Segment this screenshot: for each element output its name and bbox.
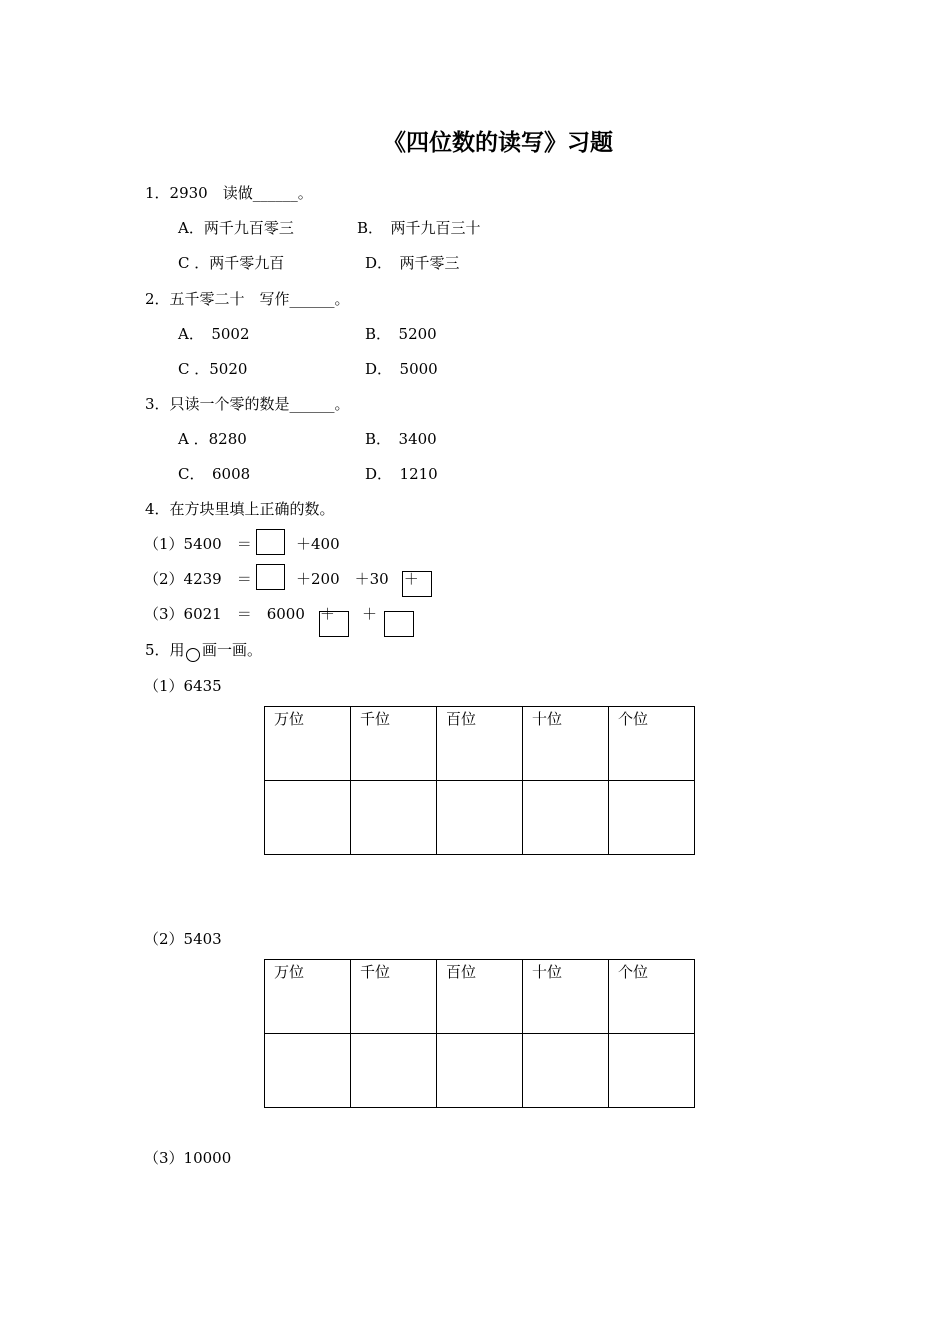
page-title: 《四位数的读写》习题: [383, 129, 613, 156]
place-value-table-1: [264, 706, 695, 855]
header-shi: 十位: [523, 960, 609, 1034]
header-bai: 百位: [437, 960, 523, 1034]
q1-option-b: B． 两千九百三十: [357, 219, 481, 237]
q3-option-d: D． 1210: [365, 465, 438, 483]
q3-option-b: B． 3400: [365, 430, 437, 448]
q4-line1-box1[interactable]: [256, 529, 285, 555]
draw-cell-shi[interactable]: [523, 781, 609, 855]
draw-cell-ge[interactable]: [609, 1034, 695, 1108]
header-qian: 千位: [351, 707, 437, 781]
q5-stem-prefix: 5．用: [145, 641, 185, 659]
header-wan: 万位: [265, 960, 351, 1034]
q2-option-d: D． 5000: [365, 360, 438, 378]
q3-option-a: A ．8280: [178, 430, 247, 448]
header-ge: 个位: [609, 707, 695, 781]
draw-cell-bai[interactable]: [437, 1034, 523, 1108]
draw-cell-shi[interactable]: [523, 1034, 609, 1108]
q1-option-d: D． 两千零三: [365, 254, 460, 272]
q3-stem: 3．只读一个零的数是______。: [145, 395, 350, 413]
q4-line3-box2[interactable]: [384, 611, 414, 637]
header-bai: 百位: [437, 707, 523, 781]
q4-line3-mid: ＋: [362, 605, 378, 623]
q5-item-3-label: （3）10000: [144, 1149, 232, 1167]
q4-line2-left: （2）4239 ＝: [144, 570, 252, 588]
draw-cell-qian[interactable]: [351, 1034, 437, 1108]
q4-line2-mid: ＋200 ＋30 ＋: [296, 570, 419, 588]
q5-stem-suffix: 画一画。: [202, 641, 263, 659]
draw-cell-wan[interactable]: [265, 781, 351, 855]
q2-option-c: C ．5020: [178, 360, 248, 378]
header-qian: 千位: [351, 960, 437, 1034]
header-ge: 个位: [609, 960, 695, 1034]
q1-option-c: C ．两千零九百: [178, 254, 285, 272]
q2-option-b: B． 5200: [365, 325, 437, 343]
q4-line2-box1[interactable]: [256, 564, 285, 590]
q4-stem: 4．在方块里填上正确的数。: [145, 500, 335, 518]
draw-cell-wan[interactable]: [265, 1034, 351, 1108]
q4-line1-after: ＋400: [296, 535, 340, 553]
place-value-table-2: [264, 959, 695, 1108]
q4-line3-box1[interactable]: [319, 611, 349, 637]
header-wan: 万位: [265, 707, 351, 781]
draw-cell-bai[interactable]: [437, 781, 523, 855]
header-shi: 十位: [523, 707, 609, 781]
q4-line2-box2[interactable]: [402, 571, 432, 597]
q1-option-a: A．两千九百零三: [178, 219, 294, 237]
q3-option-c: C． 6008: [178, 465, 251, 483]
circle-icon: [186, 648, 200, 662]
draw-cell-qian[interactable]: [351, 781, 437, 855]
q2-stem: 2．五千零二十 写作______。: [145, 290, 350, 308]
q5-item-1-label: （1）6435: [144, 677, 222, 695]
draw-cell-ge[interactable]: [609, 781, 695, 855]
q4-line3-left: （3）6021 ＝ 6000 ＋: [144, 605, 335, 623]
q4-line1-left: （1）5400 ＝: [144, 535, 252, 553]
q5-item-2-label: （2）5403: [144, 930, 222, 948]
q2-option-a: A． 5002: [178, 325, 250, 343]
q1-stem: 1．2930 读做______。: [145, 184, 313, 202]
